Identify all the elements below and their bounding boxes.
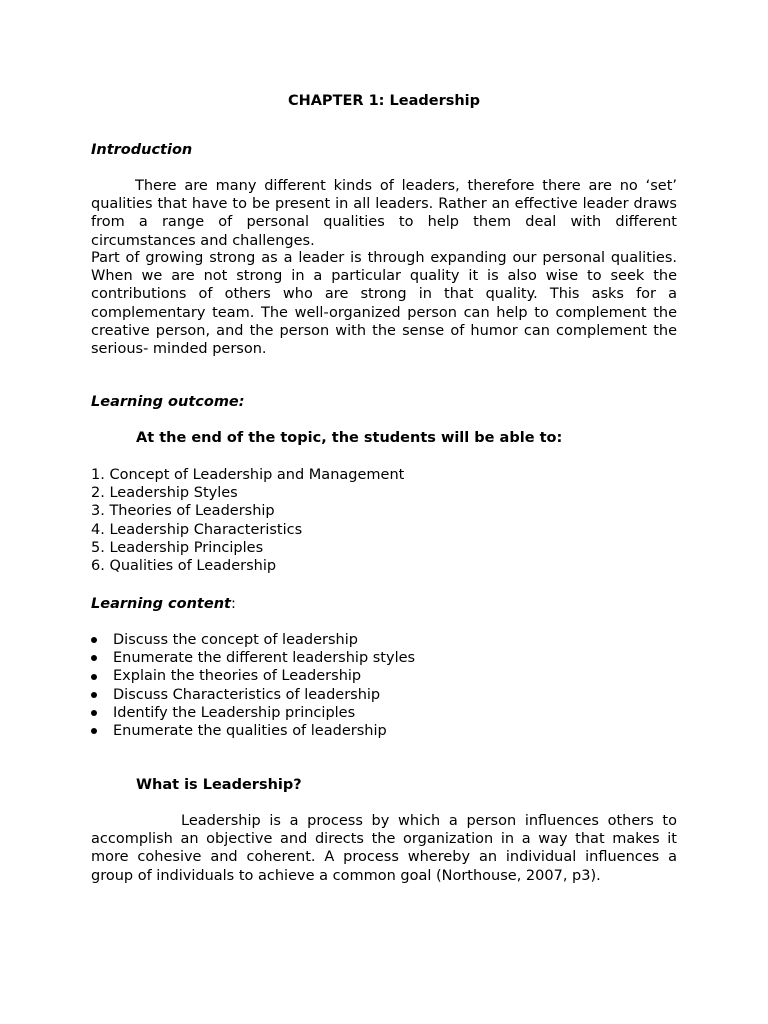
introduction-heading: Introduction (91, 142, 193, 158)
bullet-icon (91, 710, 97, 716)
what-is-leadership-paragraph-text: Leadership is a process by which a person influences others to accomplish an objective and directs the organization in a way that makes it more cohesive and coherent. A process whereby an individual influences a group of individuals to achieve a common goal (Northouse, 2007, p3). (91, 813, 677, 884)
list-item: 6. Qualities of Leadership (91, 558, 277, 575)
learning-outcome-heading: Learning outcome: (91, 394, 245, 410)
learning-content-heading (91, 595, 236, 613)
list-item-text: Enumerate the different leadership styles (113, 650, 416, 667)
what-is-leadership-heading: What is Leadership? (136, 777, 302, 793)
bullet-icon (91, 674, 97, 680)
learning-outcome-lead: At the end of the topic, the students will be able to: (136, 430, 563, 446)
list-item (91, 722, 415, 740)
list-item: 1. Concept of Leadership and Management (91, 467, 405, 483)
chapter-title: CHAPTER 1: Leadership (287, 93, 481, 109)
list-item-text: Enumerate the qualities of leadership (113, 723, 387, 740)
list-item (91, 631, 415, 649)
introduction-paragraph-2: Part of growing strong as a leader is through expanding our personal qualities. When we are not strong in a particular quality it is also wise to seek the contributions of others who are strong in that quality. This asks for a complementary team. The well-organized person can help to complement the creative person, and the person with the sense of humor can complement the serious- minded person. (91, 250, 677, 358)
bullet-icon (91, 655, 97, 661)
introduction-paragraph (91, 177, 677, 250)
list-item-text: Explain the theories of Leadership (113, 668, 362, 685)
list-item: 4. Leadership Characteristics (91, 521, 303, 538)
learning-content-heading-colon: : (230, 596, 236, 612)
list-item: 3. Theories of Leadership (91, 503, 275, 520)
introduction-paragraph-text: There are many different kinds of leaders, therefore there are no ‘set’ qualities that have to be present in all leaders. Rather an effective leader draws from a range of personal qualities to help them deal with different circumstances and challenges. (91, 178, 677, 249)
bullet-icon (91, 637, 97, 643)
list-item (91, 667, 415, 685)
list-item: 2. Leadership Styles (91, 485, 238, 502)
list-item-text: Discuss the concept of leadership (113, 632, 358, 648)
learning-content-list (91, 631, 415, 740)
list-item-text: Discuss Characteristics of leadership (113, 686, 381, 703)
learning-content-heading-text: Learning content (91, 596, 231, 612)
what-is-leadership-paragraph (91, 812, 677, 885)
bullet-icon (91, 728, 97, 734)
list-item (91, 704, 415, 722)
list-item (91, 686, 415, 704)
list-item-text: Identify the Leadership principles (113, 704, 356, 721)
learning-outcome-list (91, 466, 404, 575)
list-item (91, 649, 415, 667)
bullet-icon (91, 692, 97, 698)
list-item: 5. Leadership Principles (91, 539, 264, 556)
